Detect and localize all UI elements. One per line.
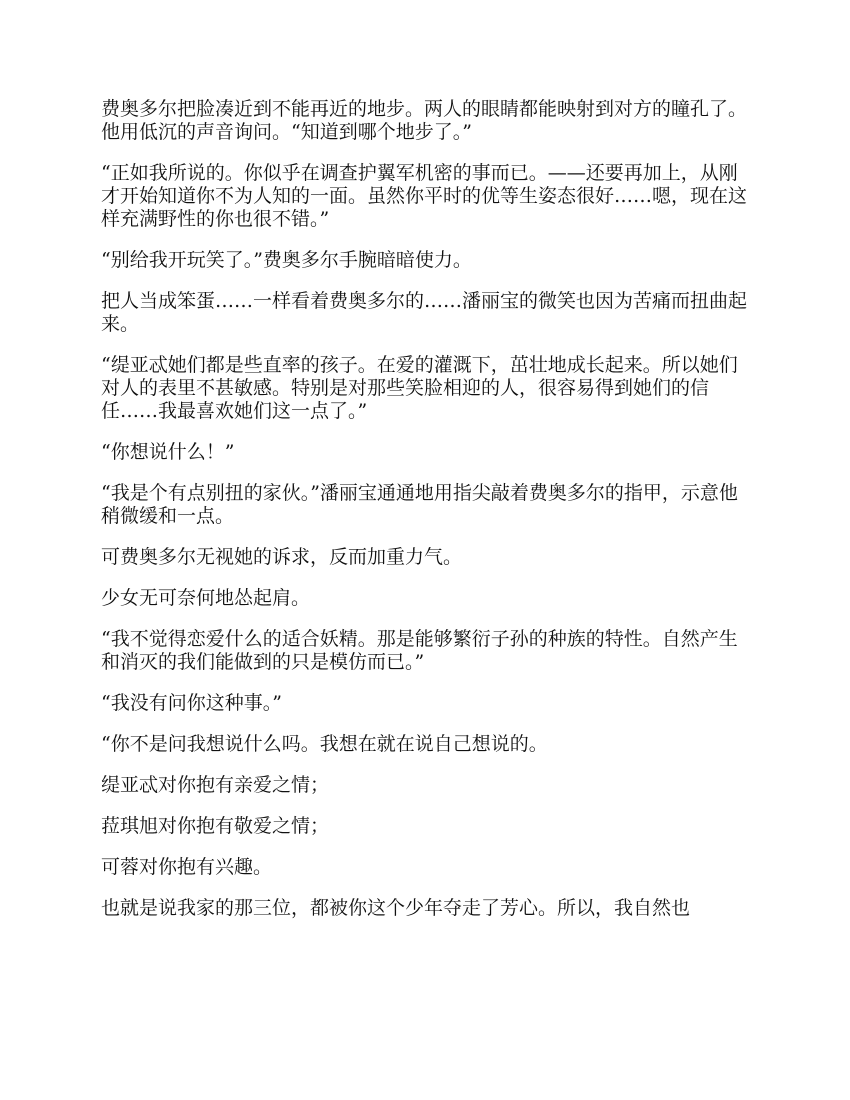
paragraph: “我是个有点别扭的家伙。”潘丽宝通通地用指尖敲着费奥多尔的指甲，示意他稍微缓和一点。: [101, 482, 738, 527]
paragraph: 可费奥多尔无视她的诉求，反而加重力气。: [101, 546, 463, 568]
paragraph: “别给我开玩笑了。”费奥多尔手腕暗暗使力。: [101, 249, 472, 271]
document-page: [101, 98, 753, 938]
paragraph: 也就是说我家的那三位，都被你这个少年夺走了芳心。所以，我自然也: [101, 897, 691, 919]
paragraph: “你不是问我想说什么吗。我想在就在说自己想说的。: [101, 733, 548, 755]
paragraph: “正如我所说的。你似乎在调查护翼军机密的事而已。——还要再加上，从刚才开始知道你不为人知的一面。虽然你平时的优等生姿态很好……嗯，现在这样充满野性的你也很不错。”: [101, 162, 748, 230]
paragraph: 少女无可奈何地怂起肩。: [101, 587, 311, 609]
paragraph: “我没有问你这种事。”: [101, 692, 282, 714]
paragraph: “缇亚忒她们都是些直率的孩子。在爱的灌溉下，茁壮地成长起来。所以她们对人的表里不甚敏感。特别是对那些笑脸相迎的人，很容易得到她们的信任……我最喜欢她们这一点了。”: [101, 354, 738, 422]
paragraph: 把人当成笨蛋……一样看着费奥多尔的……潘丽宝的微笑也因为苦痛而扭曲起来。: [101, 290, 748, 335]
paragraph: 菈琪旭对你抱有敬爱之情；: [101, 815, 330, 837]
paragraph: 费奥多尔把脸凑近到不能再近的地步。两人的眼睛都能映射到对方的瞳孔了。他用低沉的声音询问。“知道到哪个地步了。”: [101, 98, 748, 143]
paragraph: 可蓉对你抱有兴趣。: [101, 856, 273, 878]
paragraph: 缇亚忒对你抱有亲爱之情；: [101, 774, 330, 796]
paragraph: “我不觉得恋爱什么的适合妖精。那是能够繁衍子孙的种族的特性。自然产生和消灭的我们能做到的只是模仿而已。”: [101, 628, 738, 673]
paragraph: “你想说什么！”: [101, 441, 235, 463]
